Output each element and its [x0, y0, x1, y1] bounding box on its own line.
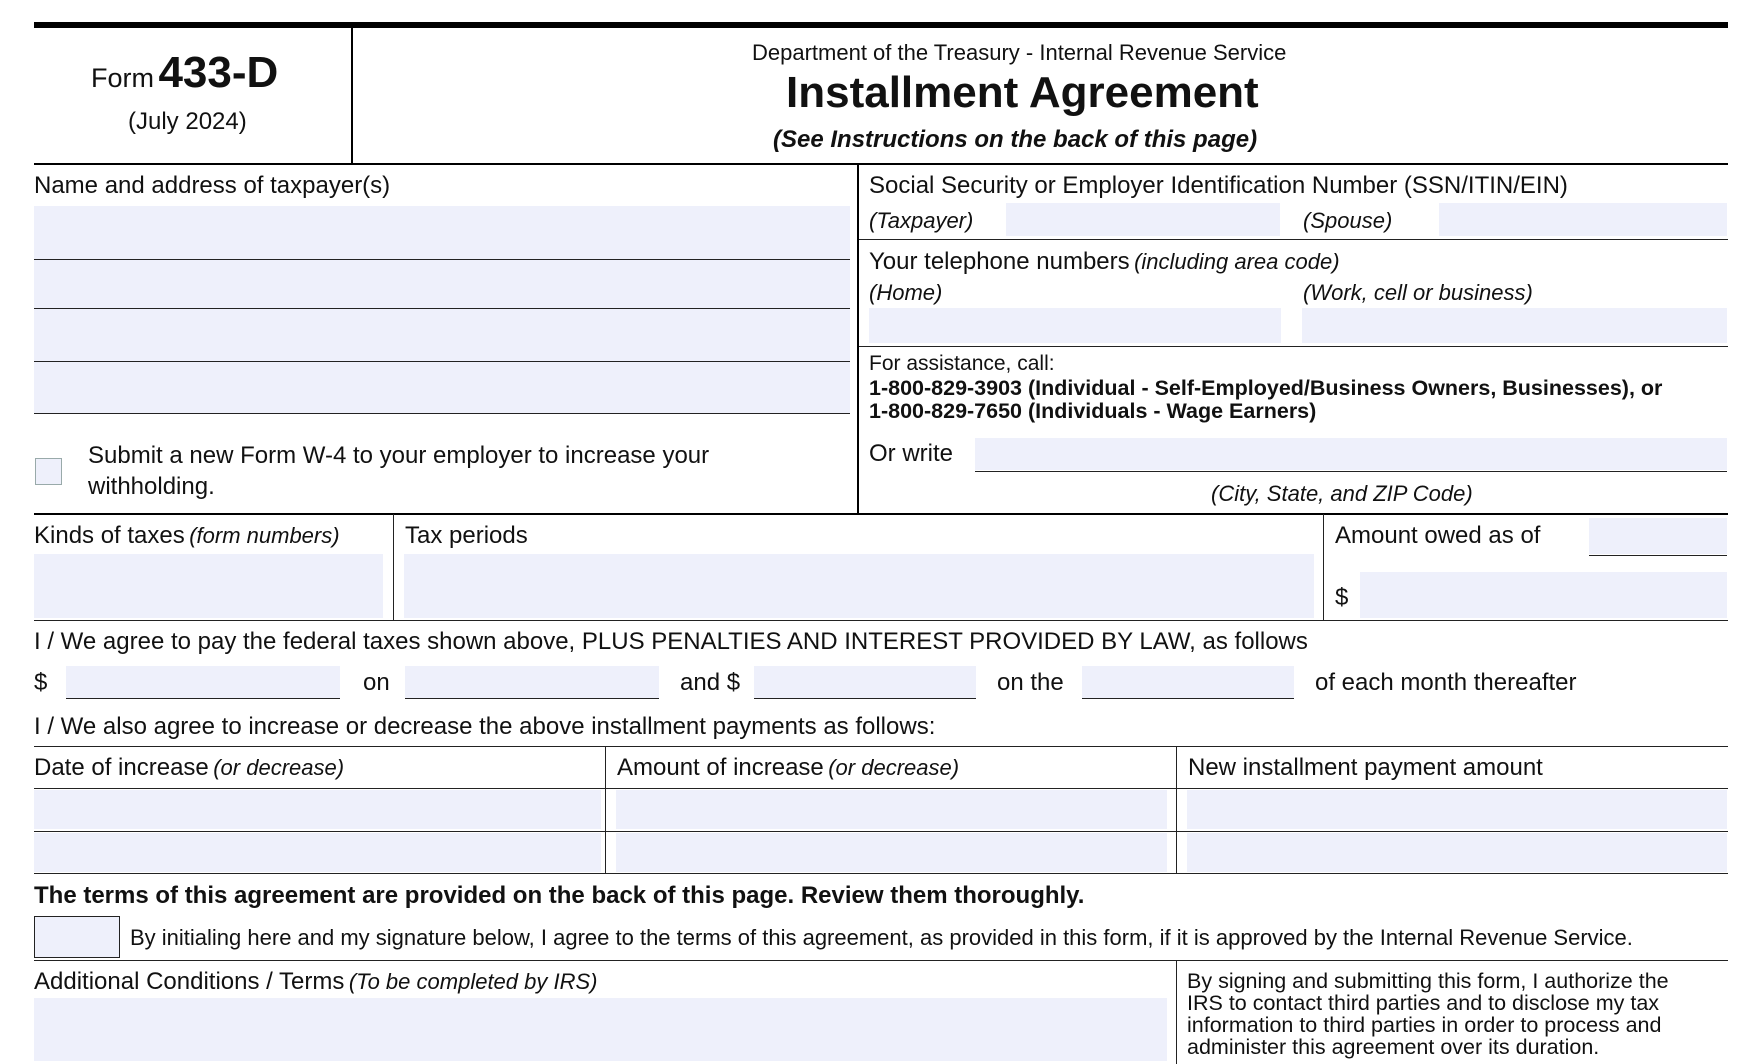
increase-table-divider-1: [605, 747, 606, 874]
assistance-label: For assistance, call:: [869, 352, 1055, 375]
ssn-bottom-rule: [859, 239, 1728, 240]
tax-periods-field[interactable]: [404, 554, 1314, 618]
additional-conditions-text: Additional Conditions / Terms: [34, 968, 345, 995]
tax-periods-label: Tax periods: [405, 522, 528, 549]
authorize-line-3: information to third parties in order to process and: [1187, 1013, 1662, 1037]
ssn-label: Social Security or Employer Identification Number (SSN/ITIN/EIN): [869, 172, 1568, 199]
ssn-taxpayer-label: (Taxpayer): [869, 208, 974, 233]
increase-header-rule: [34, 788, 1728, 789]
ssn-spouse-label: (Spouse): [1303, 208, 1393, 233]
increase-amount-header-note: (or decrease): [828, 755, 960, 780]
monthly-amount-rule: [754, 698, 976, 699]
ssn-spouse-field[interactable]: [1439, 203, 1727, 236]
header-bottom-rule: [34, 163, 1728, 165]
kinds-of-taxes-text: Kinds of taxes: [34, 522, 185, 549]
assistance-phone-1: 1-800-829-3903 (Individual - Self-Employed/Business Owners, Businesses), or: [869, 376, 1663, 400]
name-address-label: Name and address of taxpayer(s): [34, 172, 391, 199]
city-state-zip-label: (City, State, and ZIP Code): [1211, 481, 1473, 506]
payment-and-dollar-label: and $: [680, 669, 741, 696]
payment-amount-rule: [66, 698, 340, 699]
taxes-top-rule: [34, 513, 1728, 515]
increase-date-header-note: (or decrease): [213, 755, 345, 780]
amount-owed-label: Amount owed as of: [1335, 522, 1541, 549]
kinds-of-taxes-field[interactable]: [34, 554, 383, 618]
assistance-phone-2: 1-800-829-7650 (Individuals - Wage Earners): [869, 399, 1317, 423]
header-divider: [351, 28, 353, 164]
increase-amount-header-text: Amount of increase: [617, 754, 824, 781]
phone-work-label: (Work, cell or business): [1303, 280, 1533, 305]
payment-thereafter-label: of each month thereafter: [1315, 669, 1577, 696]
name-address-line-2[interactable]: [34, 260, 850, 308]
amount-owed-dollar: $: [1335, 584, 1349, 611]
amount-owed-date-rule: [1589, 555, 1727, 556]
taxes-divider-2: [1323, 514, 1324, 620]
payment-start-date-field[interactable]: [405, 666, 659, 698]
additional-conditions-field[interactable]: [34, 998, 1167, 1061]
phone-label-text: Your telephone numbers: [869, 248, 1130, 275]
authorize-line-1: By signing and submitting this form, I authorize the: [1187, 969, 1669, 993]
additional-conditions-label: [34, 968, 597, 996]
increase-date-header-text: Date of increase: [34, 754, 209, 781]
phone-label-note: (including area code): [1134, 249, 1340, 274]
initial-statement: By initialing here and my signature below, I agree to the terms of this agreement, as provided in this form, if it is approved by the Internal Revenue Service.: [130, 925, 1633, 950]
payment-day-rule: [1082, 698, 1294, 699]
phone-home-label: (Home): [869, 280, 943, 305]
w4-label-line-1: Submit a new Form W-4 to your employer to increase your: [88, 442, 710, 469]
address-rule-4: [34, 413, 850, 414]
increase-table-top-rule: [34, 746, 1728, 747]
form-number-value: 433-D: [158, 48, 279, 97]
new-payment-field-2[interactable]: [1187, 833, 1727, 872]
w4-checkbox[interactable]: [35, 458, 62, 485]
authorize-line-4: administer this agreement over its duration.: [1187, 1035, 1600, 1059]
increase-amount-field-2[interactable]: [616, 833, 1167, 872]
w4-label-line-2: withholding.: [88, 473, 215, 500]
increase-date-header: [34, 754, 344, 782]
or-write-field[interactable]: [975, 438, 1727, 470]
amount-owed-date-field[interactable]: [1589, 518, 1727, 554]
ssn-taxpayer-field[interactable]: [1006, 203, 1280, 236]
increase-amount-header: [617, 754, 959, 782]
additional-divider: [1176, 961, 1177, 1064]
payment-on-the-label: on the: [997, 669, 1064, 696]
increase-date-field-2[interactable]: [34, 833, 601, 872]
or-write-label: Or write: [869, 440, 953, 467]
phone-work-field[interactable]: [1302, 308, 1727, 343]
kinds-of-taxes-note: (form numbers): [189, 523, 340, 548]
phone-label: [869, 248, 1340, 276]
payment-dollar-sign: $: [34, 669, 48, 696]
top-rule: [34, 22, 1728, 28]
payment-amount-field[interactable]: [66, 666, 340, 698]
payment-start-date-rule: [405, 698, 659, 699]
agreement-top-rule: [34, 620, 1728, 621]
form-date: (July 2024): [128, 108, 247, 135]
agreement-statement: I / We agree to pay the federal taxes shown above, PLUS PENALTIES AND INTEREST PROVIDED BY LAW, as follows: [34, 628, 1308, 655]
terms-notice: The terms of this agreement are provided on the back of this page. Review them thoroughly.: [34, 882, 1085, 909]
middle-vertical-rule: [857, 164, 859, 514]
page-title: Installment Agreement: [786, 68, 1259, 117]
monthly-amount-field[interactable]: [754, 666, 976, 698]
page-subtitle: (See Instructions on the back of this page): [773, 126, 1258, 153]
name-address-line-1[interactable]: [34, 206, 850, 259]
name-address-line-3[interactable]: [34, 309, 850, 361]
taxes-divider-1: [393, 514, 394, 620]
increase-table-divider-2: [1176, 747, 1177, 874]
form-label: Form: [91, 63, 154, 93]
increase-statement: I / We also agree to increase or decrease the above installment payments as follows:: [34, 713, 936, 740]
increase-amount-field-1[interactable]: [616, 790, 1167, 829]
form-number: [91, 48, 278, 98]
initial-box[interactable]: [34, 916, 120, 958]
additional-top-rule: [34, 960, 1728, 961]
phone-bottom-rule: [859, 346, 1728, 347]
payment-day-field[interactable]: [1082, 666, 1294, 698]
amount-owed-field[interactable]: [1360, 572, 1727, 618]
name-address-line-4[interactable]: [34, 362, 850, 413]
agency-name: Department of the Treasury - Internal Revenue Service: [752, 40, 1287, 65]
payment-on-label: on: [363, 669, 390, 696]
increase-row-rule: [34, 831, 1728, 832]
or-write-rule: [975, 471, 1727, 472]
increase-date-field-1[interactable]: [34, 790, 601, 829]
increase-table-bottom-rule: [34, 873, 1728, 874]
phone-home-field[interactable]: [869, 308, 1281, 343]
new-payment-header: New installment payment amount: [1188, 754, 1543, 781]
new-payment-field-1[interactable]: [1187, 790, 1727, 829]
kinds-of-taxes-label: [34, 522, 340, 550]
authorize-line-2: IRS to contact third parties and to disclose my tax: [1187, 991, 1660, 1015]
additional-conditions-note: (To be completed by IRS): [348, 969, 598, 994]
